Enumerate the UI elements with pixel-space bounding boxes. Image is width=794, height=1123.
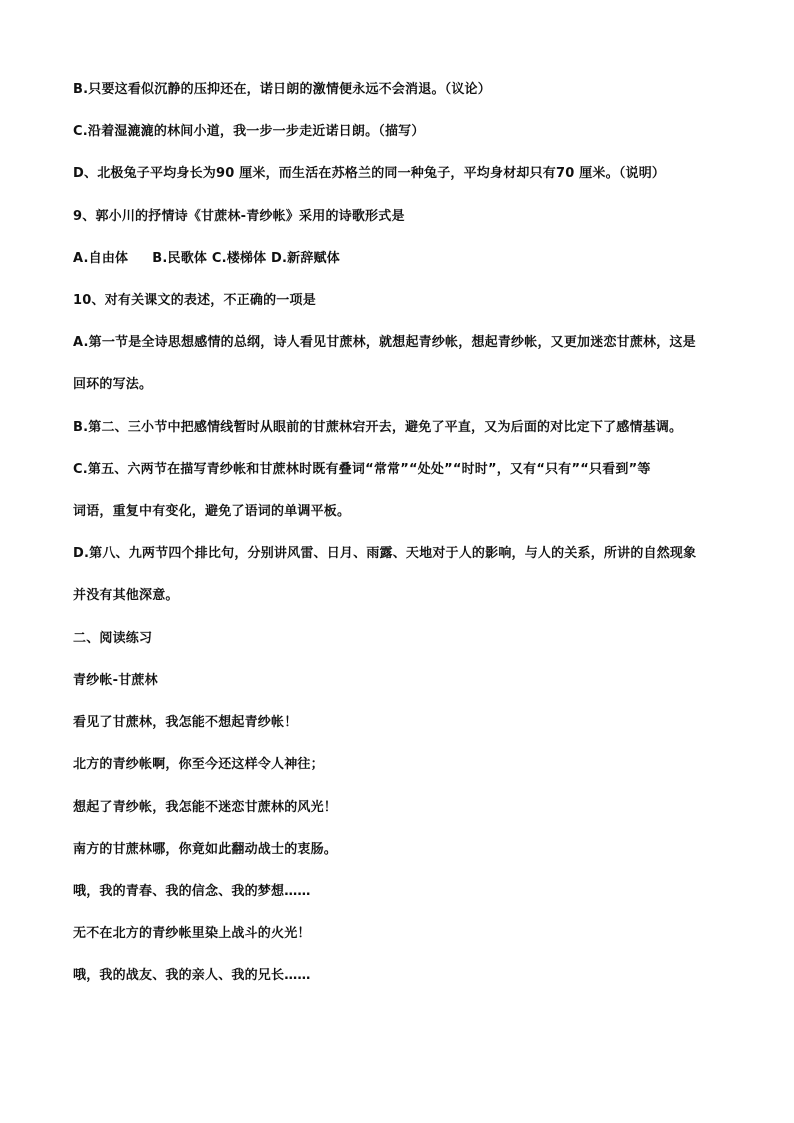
- question-10-option-a-line-2: 回环的写法。: [73, 377, 153, 392]
- question-9-options-bcd: B.民歌体 C.楼梯体 D.新辞赋体: [152, 251, 340, 266]
- question-9-option-a: A.自由体: [73, 251, 129, 266]
- question-9: 9、郭小川的抒情诗《甘蔗林-青纱帐》采用的诗歌形式是: [73, 209, 405, 224]
- section-heading-reading-practice: 二、阅读练习: [73, 631, 153, 646]
- question-10-option-c-line-1: C.第五、六两节在描写青纱帐和甘蔗林时既有叠词“常常”“处处”“时时”，又有“只有”“只看到”等: [73, 462, 651, 477]
- option-c-line: C.沿着湿漉漉的林间小道，我一步一步走近诺日朗。（描写）: [73, 124, 425, 139]
- poem-line-2: 北方的青纱帐啊，你至今还这样令人神往；: [73, 757, 324, 772]
- poem-line-6: 无不在北方的青纱帐里染上战斗的火光！: [73, 926, 311, 941]
- poem-line-1: 看见了甘蔗林，我怎能不想起青纱帐！: [73, 715, 298, 730]
- poem-line-7: 哦，我的战友、我的亲人、我的兄长……: [73, 968, 311, 983]
- poem-line-4: 南方的甘蔗林哪，你竟如此翻动战士的衷肠。: [73, 842, 338, 857]
- question-10-option-a-line-1: A.第一节是全诗思想感情的总纲，诗人看见甘蔗林，就想起青纱帐，想起青纱帐，又更加迷恋甘蔗林，这是: [73, 335, 696, 350]
- question-10-option-b: B.第二、三小节中把感情线暂时从眼前的甘蔗林宕开去，避免了平直，又为后面的对比定下了感情基调。: [73, 420, 683, 435]
- poem-line-3: 想起了青纱帐，我怎能不迷恋甘蔗林的风光！: [73, 800, 338, 815]
- option-d-line: D、北极兔子平均身长为90 厘米，而生活在苏格兰的同一种兔子，平均身材却只有70 厘米。（说明）: [73, 166, 666, 181]
- question-10: 10、对有关课文的表述，不正确的一项是: [73, 293, 316, 308]
- question-10-option-d-line-1: D.第八、九两节四个排比句，分别讲风雷、日月、雨露、天地对于人的影响，与人的关系，所讲的自然现象: [73, 546, 697, 561]
- question-10-option-c-line-2: 词语，重复中有变化，避免了语词的单调平板。: [73, 504, 351, 519]
- question-10-option-d-line-2: 并没有其他深意。: [73, 588, 179, 603]
- option-b-line: B.只要这看似沉静的压抑还在，诺日朗的激情便永远不会消退。（议论）: [73, 82, 491, 97]
- poem-line-5: 哦，我的青春、我的信念、我的梦想……: [73, 884, 311, 899]
- poem-title: 青纱帐-甘蔗林: [73, 673, 158, 688]
- question-9-options: [73, 251, 733, 267]
